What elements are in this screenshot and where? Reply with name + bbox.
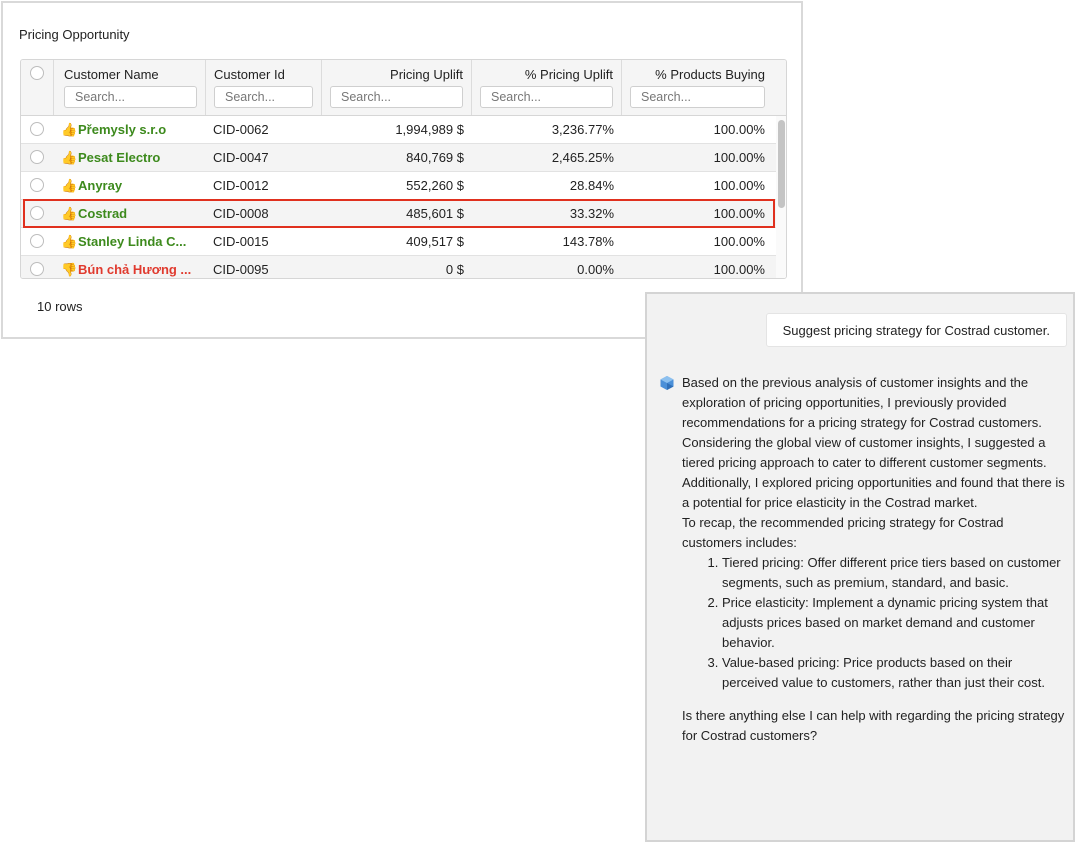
thumbs-up-icon: 👍 bbox=[61, 122, 78, 137]
answer-paragraph: Considering the global view of customer insights, I suggested a tiered pricing approach to cater to different customer segments. Additionally, I explored pricing opportunities and found that there is a potential for price elasticity in the Costrad market. bbox=[682, 435, 1065, 510]
pricing-uplift-cell: 1,994,989 $ bbox=[395, 122, 464, 137]
thumbs-up-icon: 👍 bbox=[61, 234, 78, 249]
pct-products-buying-cell: 100.00% bbox=[713, 178, 765, 193]
customer-name: Přemysly s.r.o bbox=[78, 122, 167, 137]
thumbs-up-icon: 👍 bbox=[61, 178, 78, 193]
row-select-radio[interactable] bbox=[30, 206, 44, 220]
customer-name-cell[interactable] bbox=[61, 234, 201, 250]
pct-products-buying-search-input[interactable] bbox=[630, 86, 765, 108]
data-grid bbox=[20, 59, 787, 279]
column-header-pct-pricing-uplift[interactable] bbox=[472, 60, 622, 115]
pricing-uplift-cell: 840,769 $ bbox=[406, 150, 464, 165]
thumbs-up-icon: 👍 bbox=[61, 206, 78, 221]
customer-name: Costrad bbox=[78, 206, 128, 221]
pct-products-buying-cell: 100.00% bbox=[713, 122, 765, 137]
pct-pricing-uplift-cell: 0.00% bbox=[577, 262, 614, 277]
pct-products-buying-cell: 100.00% bbox=[713, 234, 765, 249]
vertical-scrollbar[interactable] bbox=[776, 116, 787, 279]
chat-panel bbox=[645, 292, 1075, 842]
scrollbar-thumb[interactable] bbox=[778, 120, 785, 208]
row-select-radio[interactable] bbox=[30, 178, 44, 192]
customer-name: Stanley Linda C... bbox=[78, 234, 187, 249]
customer-id-cell: CID-0008 bbox=[213, 206, 269, 221]
pct-pricing-uplift-cell: 143.78% bbox=[562, 234, 614, 249]
customer-id-cell: CID-0062 bbox=[213, 122, 269, 137]
thumbs-up-icon: 👍 bbox=[61, 150, 78, 165]
pricing-uplift-cell: 485,601 $ bbox=[406, 206, 464, 221]
customer-id-cell: CID-0012 bbox=[213, 178, 269, 193]
list-item: 3. Value-based pricing: Price products based on their perceived value to customers, rather than just their cost. bbox=[722, 653, 1067, 693]
pct-products-buying-cell: 100.00% bbox=[713, 206, 765, 221]
column-label: Customer Name bbox=[64, 67, 159, 82]
pct-pricing-uplift-cell: 28.84% bbox=[569, 178, 614, 193]
column-label: Customer Id bbox=[214, 67, 285, 82]
pct-pricing-uplift-cell: 2,465.25% bbox=[551, 150, 614, 165]
thumbs-down-icon: 👎 bbox=[61, 262, 78, 277]
grid-header bbox=[21, 60, 787, 116]
select-column-header bbox=[21, 60, 54, 115]
row-select-radio[interactable] bbox=[30, 262, 44, 276]
answer-closing: Is there anything else I can help with regarding the pricing strategy for Costrad customers? bbox=[682, 708, 1065, 743]
assistant-logo-icon bbox=[659, 375, 675, 391]
pricing-uplift-cell: 0 $ bbox=[445, 262, 464, 277]
row-select-radio[interactable] bbox=[30, 150, 44, 164]
customer-id-cell: CID-0095 bbox=[213, 262, 269, 277]
customer-name-cell[interactable] bbox=[61, 122, 201, 138]
customer-id-cell: CID-0047 bbox=[213, 150, 269, 165]
assistant-message bbox=[682, 373, 1067, 746]
list-item: 2. Price elasticity: Implement a dynamic pricing system that adjusts prices based on market demand and customer behavior. bbox=[722, 593, 1067, 653]
table-row[interactable] bbox=[21, 256, 776, 279]
customer-name-cell[interactable] bbox=[61, 262, 201, 278]
pct-pricing-uplift-search-input[interactable] bbox=[480, 86, 613, 108]
customer-name: Bún chả Hương ... bbox=[78, 262, 192, 277]
column-header-customer-name[interactable] bbox=[54, 60, 206, 115]
column-label: Pricing Uplift bbox=[390, 67, 463, 82]
pct-products-buying-cell: 100.00% bbox=[713, 262, 765, 277]
pct-products-buying-cell: 100.00% bbox=[713, 150, 765, 165]
row-count: 10 rows bbox=[37, 299, 83, 314]
column-label: % Pricing Uplift bbox=[524, 67, 613, 82]
table-row-highlighted[interactable] bbox=[21, 200, 776, 228]
table-row[interactable] bbox=[21, 172, 776, 200]
table-row[interactable] bbox=[21, 228, 776, 256]
customer-name: Anyray bbox=[78, 178, 123, 193]
list-item: 1. Tiered pricing: Offer different price tiers based on customer segments, such as premium, standard, and basic. bbox=[722, 553, 1067, 593]
customer-name-cell[interactable] bbox=[61, 206, 201, 222]
grid-body bbox=[21, 116, 787, 279]
pricing-uplift-cell: 409,517 $ bbox=[406, 234, 464, 249]
customer-name-search-input[interactable] bbox=[64, 86, 197, 108]
card-title: Pricing Opportunity bbox=[19, 27, 130, 42]
pct-pricing-uplift-cell: 33.32% bbox=[569, 206, 614, 221]
select-all-radio[interactable] bbox=[30, 66, 44, 80]
recommendation-list bbox=[682, 553, 1067, 693]
table-row[interactable] bbox=[21, 116, 776, 144]
table-row[interactable] bbox=[21, 144, 776, 172]
row-select-radio[interactable] bbox=[30, 234, 44, 248]
customer-name: Pesat Electro bbox=[78, 150, 161, 165]
column-header-pricing-uplift[interactable] bbox=[322, 60, 472, 115]
answer-paragraph: Based on the previous analysis of customer insights and the exploration of pricing opportunities, I previously provided recommendations for a pricing strategy for Costrad customers. bbox=[682, 375, 1042, 430]
pricing-uplift-search-input[interactable] bbox=[330, 86, 463, 108]
column-header-customer-id[interactable] bbox=[206, 60, 322, 115]
column-header-pct-products-buying[interactable] bbox=[622, 60, 787, 115]
pct-pricing-uplift-cell: 3,236.77% bbox=[551, 122, 614, 137]
customer-id-cell: CID-0015 bbox=[213, 234, 269, 249]
customer-id-search-input[interactable] bbox=[214, 86, 313, 108]
column-label: % Products Buying bbox=[655, 67, 765, 82]
pricing-uplift-cell: 552,260 $ bbox=[406, 178, 464, 193]
customer-name-cell[interactable] bbox=[61, 150, 201, 166]
answer-paragraph: To recap, the recommended pricing strategy for Costrad customers includes: bbox=[682, 515, 1004, 550]
pricing-opportunity-card bbox=[1, 1, 803, 339]
user-message: Suggest pricing strategy for Costrad customer. bbox=[766, 313, 1067, 347]
row-select-radio[interactable] bbox=[30, 122, 44, 136]
customer-name-cell[interactable] bbox=[61, 178, 201, 194]
